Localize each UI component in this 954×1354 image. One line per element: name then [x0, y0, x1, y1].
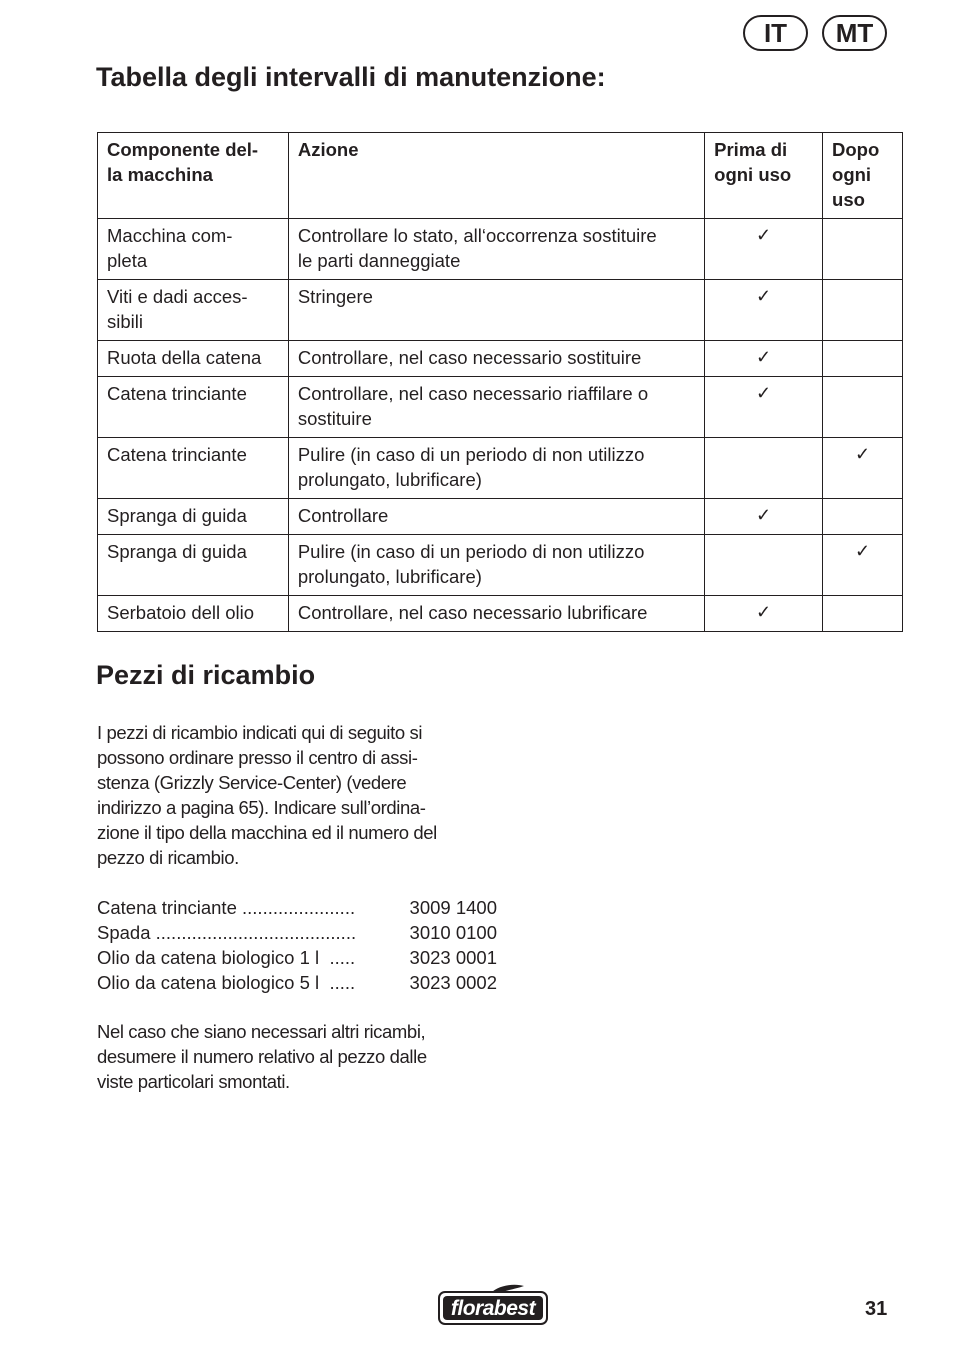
- header-before-use: [705, 133, 823, 219]
- table-row: [98, 219, 903, 280]
- cell-before-use: [705, 499, 823, 535]
- action-label: Controllare lo stato, all‘occorrenza sostituire le parti danneggiate: [297, 225, 657, 271]
- action-label: Controllare, nel caso necessario lubrificare: [297, 602, 648, 623]
- table-row: [98, 341, 903, 377]
- spare-part-row: [97, 895, 497, 920]
- spare-part-name: Olio da catena biologico 1 l: [97, 947, 330, 968]
- component-label: Catena trinciante: [107, 383, 247, 404]
- cell-after-use: [823, 596, 903, 632]
- spare-part-leader: .....: [329, 972, 356, 993]
- component-label: Spranga di guida: [107, 505, 247, 526]
- logo-background: [443, 1296, 543, 1320]
- action-label: Controllare, nel caso necessario sostituire: [297, 347, 642, 368]
- header-component: [98, 133, 289, 219]
- language-badge-it: IT: [743, 15, 808, 51]
- cell-before-use: [705, 438, 823, 499]
- spare-part-name: Spada: [97, 922, 156, 943]
- spare-part-name: Catena trinciante: [97, 897, 243, 918]
- spare-part-leader: .....: [329, 947, 356, 968]
- cell-component: [98, 219, 289, 280]
- logo-frame: [438, 1291, 548, 1325]
- note-line: viste particolari smontati.: [97, 1071, 290, 1092]
- cell-component: [98, 596, 289, 632]
- table-row: [98, 596, 903, 632]
- intro-line: zione il tipo della macchina ed il numero del: [97, 822, 437, 843]
- action-label: Pulire (in caso di un periodo di non utilizzo prolungato, lubrificare): [297, 541, 645, 587]
- page-number: 31: [865, 1298, 888, 1320]
- cell-after-use: [823, 341, 903, 377]
- cell-action: [288, 535, 704, 596]
- action-label: Stringere: [297, 286, 373, 307]
- spare-parts-title: Pezzi di ricambio: [96, 660, 316, 690]
- cell-component: [98, 499, 289, 535]
- cell-action: [288, 596, 704, 632]
- component-label: Catena trinciante: [107, 444, 247, 465]
- spare-parts-list: [97, 895, 497, 995]
- check-mark-icon: ✓: [854, 444, 871, 464]
- check-mark-icon: ✓: [854, 541, 871, 561]
- action-label: Pulire (in caso di un periodo di non utilizzo prolungato, lubrificare): [297, 444, 645, 490]
- table-row: [98, 377, 903, 438]
- cell-action: [288, 438, 704, 499]
- check-mark-icon: ✓: [756, 505, 772, 525]
- cell-after-use: [823, 280, 903, 341]
- spare-part-leader: ......................: [242, 897, 356, 918]
- maintenance-table-title: Tabella degli intervalli di manutenzione:: [96, 62, 606, 92]
- spare-part-row: [97, 970, 497, 995]
- action-label: Controllare: [297, 505, 389, 526]
- table-row: [98, 438, 903, 499]
- cell-before-use: [705, 280, 823, 341]
- spare-part-code: 3010 0100: [409, 922, 497, 943]
- language-badge-mt: MT: [822, 15, 887, 51]
- cell-before-use: [705, 377, 823, 438]
- note-line: desumere il numero relativo al pezzo dalle: [97, 1046, 427, 1067]
- cell-after-use: [823, 377, 903, 438]
- component-label: Serbatoio dell olio: [107, 602, 255, 623]
- component-label: Ruota della catena: [107, 347, 262, 368]
- spare-part-name: Olio da catena biologico 5 l: [97, 972, 330, 993]
- check-mark-icon: ✓: [756, 602, 772, 622]
- florabest-logo: [438, 1283, 548, 1325]
- table-row: [98, 280, 903, 341]
- cell-action: [288, 499, 704, 535]
- cell-component: [98, 438, 289, 499]
- spare-part-code: 3009 1400: [409, 897, 497, 918]
- spare-part-leader: .......................................: [155, 922, 357, 943]
- spare-part-code: 3023 0001: [409, 947, 497, 968]
- cell-action: [288, 377, 704, 438]
- cell-before-use: [705, 219, 823, 280]
- note-line: Nel caso che siano necessari altri ricambi,: [97, 1021, 426, 1042]
- cell-component: [98, 341, 289, 377]
- header-after-use-label: Dopo ogni uso: [832, 139, 880, 210]
- language-badges: [743, 15, 887, 51]
- intro-line: indirizzo a pagina 65). Indicare sull’ordina-: [97, 797, 426, 818]
- cell-after-use: [823, 535, 903, 596]
- spare-parts-note: [97, 1019, 497, 1094]
- check-mark-icon: ✓: [756, 347, 772, 367]
- table-row: [98, 499, 903, 535]
- cell-action: [288, 219, 704, 280]
- component-label: Spranga di guida: [107, 541, 247, 562]
- spare-part-code: 3023 0002: [409, 972, 497, 993]
- action-label: Controllare, nel caso necessario riaffilare o sostituire: [297, 383, 649, 429]
- cell-action: [288, 280, 704, 341]
- header-component-label: Componente del- la macchina: [107, 139, 259, 185]
- cell-after-use: [823, 219, 903, 280]
- header-after-use: [823, 133, 903, 219]
- header-action: [288, 133, 704, 219]
- cell-after-use: [823, 438, 903, 499]
- cell-component: [98, 535, 289, 596]
- component-label: Macchina com- pleta: [107, 225, 233, 271]
- cell-before-use: [705, 341, 823, 377]
- maintenance-table: [97, 132, 903, 632]
- check-mark-icon: ✓: [756, 383, 772, 403]
- cell-after-use: [823, 499, 903, 535]
- intro-line: I pezzi di ricambio indicati qui di seguito si: [97, 722, 423, 743]
- component-label: Viti e dadi acces- sibili: [107, 286, 248, 332]
- cell-component: [98, 280, 289, 341]
- cell-action: [288, 341, 704, 377]
- check-mark-icon: ✓: [756, 225, 772, 245]
- header-action-label: Azione: [297, 139, 359, 160]
- cell-component: [98, 377, 289, 438]
- spare-parts-intro: [97, 720, 497, 870]
- header-before-use-label: Prima di ogni uso: [714, 139, 792, 185]
- intro-line: pezzo di ricambio.: [97, 847, 239, 868]
- spare-part-row: [97, 945, 497, 970]
- table-header-row: [98, 133, 903, 219]
- cell-before-use: [705, 596, 823, 632]
- intro-line: possono ordinare presso il centro di assi-: [97, 747, 418, 768]
- table-row: [98, 535, 903, 596]
- cell-before-use: [705, 535, 823, 596]
- check-mark-icon: ✓: [756, 286, 772, 306]
- logo-text: florabest: [450, 1296, 536, 1320]
- spare-part-row: [97, 920, 497, 945]
- intro-line: stenza (Grizzly Service-Center) (vedere: [97, 772, 407, 793]
